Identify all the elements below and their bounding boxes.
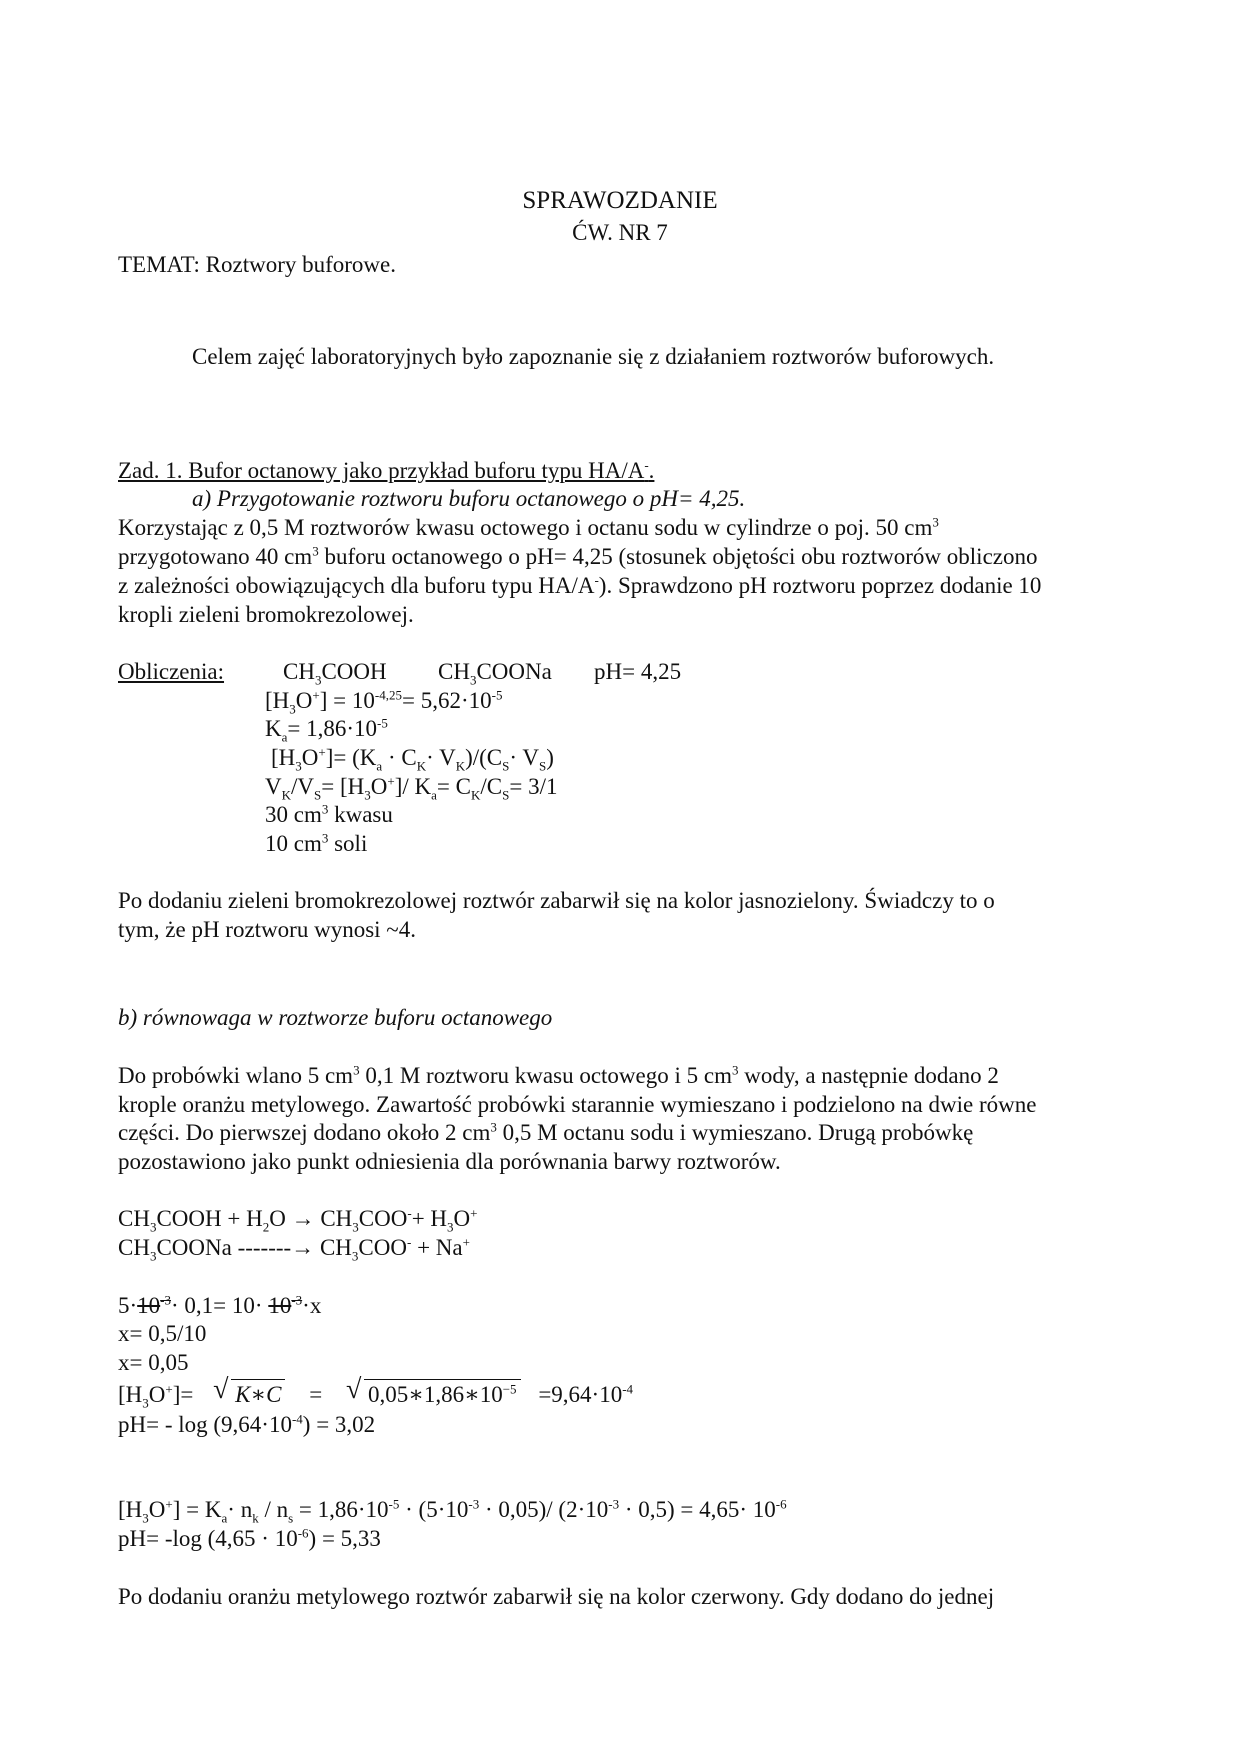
calc-line-ratio: $V_K/V_S= [H_3O^+]/$ $K_a= C_K/C_S= 3/1$ (265, 773, 558, 803)
calc-b-line2: x= 0,5/10 (118, 1321, 207, 1346)
calc-salt: $CH_3COONa$ (438, 659, 552, 688)
task1-heading: Zad. 1. Bufor octanowy jako przykład buforu typu HA/A-. (118, 457, 655, 483)
final-paragraph: Po dodaniu oranżu metylowego roztwór zabarwił się na kolor czerwony. Gdy dodano do jednej (118, 1584, 995, 1609)
calc-label: Obliczenia: (118, 659, 225, 684)
subheading-b: b) równowaga w roztworze buforu octanowego (118, 1005, 553, 1030)
para-a-line2: przygotowano 40 $cm^3$ buforu octanowego o pH= 4,25 (stosunek objętości obu roztworów obliczono (118, 543, 1038, 569)
sqrt-values: √ $0,05∗1,86∗10^{-5}$ (346, 1379, 521, 1409)
calc-b-line6: $[H_3O^+] = K_a\cdot n_k / n_s = 1,86\cdot 10^{-5} \cdot (5\cdot 10^{-3} \cdot 0,05)/$ $(2\cdot 10^{-3} \cdot 0,5) = 4,65\cdot 10^{-6}$ (118, 1496, 787, 1526)
calc-line-ka: $K_a= 1,86\cdot 10^{-5}$ (265, 715, 388, 745)
calc-line-formula: $[H_3O^+]= (K_a \cdot C_K\cdot V_K)/(C_S\cdot V_S)$ (271, 744, 554, 774)
para-b-line3: części. Do pierwszej dodano około 2 $cm^3$ 0,5 M octanu sodu i wymieszano. Drugą probówkę (118, 1119, 974, 1145)
reaction-1: $CH_3COOH + H_2O \to CH_3COO^-+ H_3O^+$ (118, 1205, 478, 1235)
para-a-line1: Korzystając z 0,5 M roztworów kwasu octowego i octanu sodu w cylindrze o poj. 50 $cm^3$ (118, 514, 939, 540)
result-a-line1: Po dodaniu zieleni bromokrezolowej roztwór zabarwił się na kolor jasnozielony. Świadczy to o (118, 888, 995, 913)
reaction-2: $CH_3COONa$ -------→ $CH_3COO^- + Na^+$ (118, 1234, 470, 1264)
calc-b-line4-sqrt: $[H_3O^+]=$ √ K∗C = √ $0,05∗1,86∗10^{-5} =9,64\cdot 10^{-4}$ (118, 1374, 634, 1411)
exercise-number: ĆW. NR 7 (572, 220, 668, 245)
para-a-line3: z zależności obowiązujących dla buforu typu HA/A-). Sprawdzono pH roztworu poprzez dodanie 10 (118, 572, 1042, 598)
calc-line-acid-volume: 30 $cm^3$ kwasu (265, 801, 393, 827)
calc-line-salt-volume: 10 $cm^3$ soli (265, 830, 368, 856)
report-title: SPRAWOZDANIE (522, 187, 718, 214)
para-b-line2: krople oranżu metylowego. Zawartość probówki starannie wymieszano i podzielono na dwie równe (118, 1092, 1037, 1117)
calc-ph: pH= 4,25 (594, 659, 682, 684)
para-b-line4: pozostawiono jako punkt odniesienia dla porównania barwy roztworów. (118, 1149, 781, 1174)
result-a-line2: tym, że pH roztworu wynosi ~4. (118, 917, 416, 942)
intro-paragraph: Celem zajęć laboratoryjnych było zapoznanie się z działaniem roztworów buforowych. (192, 344, 995, 369)
sqrt-kc: √ K∗C (213, 1379, 285, 1409)
topic-line: TEMAT: Roztwory buforowe. (118, 252, 396, 277)
calc-b-line1: $5\cdot 10^{-3}\cdot 0,1= 10\cdot 10^{-3}\cdot x$ (118, 1292, 322, 1318)
para-a-line4: kropli zieleni bromokrezolowej. (118, 602, 414, 627)
calc-b-line3: x= 0,05 (118, 1350, 189, 1375)
subheading-a: a) Przygotowanie roztworu buforu octanowego o pH= 4,25. (192, 486, 746, 511)
calc-line-h3o: $[H_3O^+] = 10^{-4,25}= 5,62\cdot 10^{-5}$ (265, 687, 503, 717)
para-b-line1: Do probówki wlano 5 $cm^3$ 0,1 M roztworu kwasu octowego i 5 $cm^3$ wody, a następnie dodano 2 (118, 1062, 999, 1088)
calc-substances: $CH_3COOH$ (283, 659, 387, 688)
calc-b-line7: pH= -log $(4,65 \cdot 10^{-6}) = 5,33$ (118, 1525, 381, 1551)
calc-b-line5: $pH= - \log (9,64\cdot 10^{-4}) = 3,02$ (118, 1411, 376, 1437)
